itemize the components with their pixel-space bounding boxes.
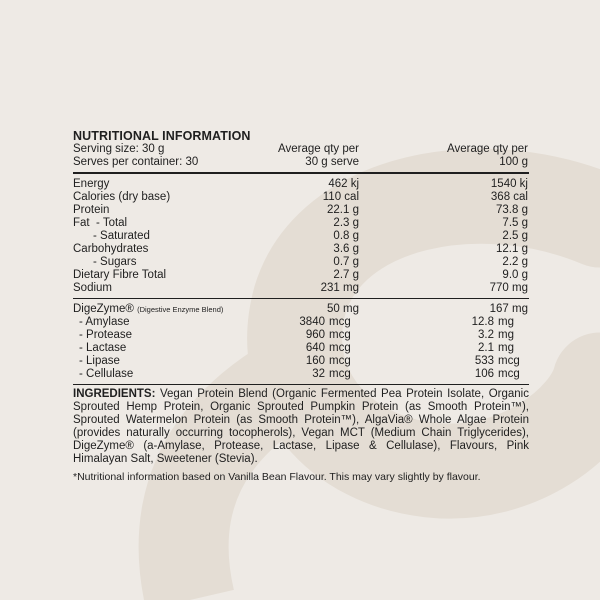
nutrient-per-serve: 2.7 g <box>333 269 359 281</box>
nutrient-row <box>73 204 529 217</box>
nutrient-row <box>73 282 529 295</box>
enzyme-100g-value: 2.1 <box>478 342 494 354</box>
nutrient-row <box>73 178 529 191</box>
enzyme-serve-value: 160 <box>305 355 325 367</box>
nutrient-per-serve: 462 kj <box>328 178 359 190</box>
enzyme-serve-value: 32 <box>312 368 325 380</box>
enzyme-label: - Lipase <box>79 355 120 367</box>
col1-header-line1: Average qty per <box>278 143 359 155</box>
enzyme-100g-unit: mg <box>498 316 514 328</box>
nutrient-per-100g: 2.2 g <box>502 256 528 268</box>
enzyme-label: - Lactase <box>79 342 127 354</box>
enzyme-100g-unit: mcg <box>498 368 520 380</box>
enzyme-row <box>73 368 529 381</box>
nutrient-per-100g: 1540 kj <box>490 178 528 190</box>
enzyme-per-100g <box>475 368 528 381</box>
serving-size: Serving size: 30 g <box>73 143 165 155</box>
nutrient-label: Protein <box>73 204 110 216</box>
enzyme-serve-unit: mcg <box>329 368 351 380</box>
nutrient-label: Fat - Total <box>73 217 128 229</box>
nutrient-per-100g: 9.0 g <box>502 269 528 281</box>
nutrient-per-100g: 73.8 g <box>496 204 528 216</box>
enzyme-per-serve-value: 50 mg <box>327 303 359 315</box>
nutrient-per-serve: 110 cal <box>322 191 359 203</box>
ingredients-paragraph <box>73 385 529 466</box>
enzyme-per-serve <box>306 329 359 342</box>
nutrient-per-serve: 231 mg <box>320 282 359 294</box>
enzyme-blend-label <box>73 303 223 316</box>
enzyme-header-row <box>73 303 529 316</box>
col2-header-line2: 100 g <box>499 156 528 168</box>
enzyme-serve-unit: mcg <box>329 329 351 341</box>
enzyme-per-100g <box>472 316 528 329</box>
enzyme-100g-value: 106 <box>474 368 494 380</box>
nutrient-row <box>73 256 529 269</box>
enzyme-per-100g <box>475 355 528 368</box>
nutrient-per-serve: 2.3 g <box>333 217 359 229</box>
enzyme-100g-value: 3.2 <box>478 329 494 341</box>
enzyme-list <box>73 299 529 381</box>
nutrient-per-100g: 368 cal <box>490 191 528 203</box>
enzyme-serve-value: 960 <box>305 329 325 341</box>
enzyme-serve-unit: mcg <box>329 342 351 354</box>
nutrient-list <box>73 174 529 295</box>
enzyme-row <box>73 342 529 355</box>
nutrient-row <box>73 217 529 230</box>
enzyme-per-100g <box>478 329 528 342</box>
nutrient-per-serve: 0.8 g <box>333 230 359 242</box>
enzyme-per-serve <box>312 368 359 381</box>
nutrition-panel <box>73 130 529 483</box>
enzyme-per-100g: 167 mg <box>489 303 528 315</box>
enzyme-100g-unit: mg <box>498 329 514 341</box>
ingredients-heading: INGREDIENTS: <box>73 388 156 400</box>
header-row-1 <box>73 143 529 156</box>
nutrient-row <box>73 243 529 256</box>
nutrient-label: - Sugars <box>93 256 137 268</box>
nutrient-label: Energy <box>73 178 110 190</box>
nutrient-label: - Saturated <box>93 230 150 242</box>
footnote: *Nutritional information based on Vanilla Bean Flavour. This may vary slightly by flavour. <box>73 471 481 483</box>
enzyme-serve-unit: mcg <box>329 355 351 367</box>
enzyme-label: - Protease <box>79 329 133 341</box>
header-row-2 <box>73 156 529 169</box>
servings-per-container: Serves per container: 30 <box>73 156 199 168</box>
enzyme-blend-name: DigeZyme® <box>73 303 134 315</box>
nutrient-row <box>73 230 529 243</box>
nutrient-per-serve: 22.1 g <box>327 204 359 216</box>
nutrient-row <box>73 269 529 282</box>
nutrient-per-100g: 12.1 g <box>496 243 528 255</box>
enzyme-100g-unit: mg <box>498 342 514 354</box>
nutrient-per-100g: 2.5 g <box>502 230 528 242</box>
enzyme-blend-note: (Digestive Enzyme Blend) <box>137 305 224 314</box>
enzyme-row <box>73 329 529 342</box>
nutrient-label: Sodium <box>73 282 112 294</box>
enzyme-100g-value: 12.8 <box>471 316 494 328</box>
enzyme-label: - Amylase <box>79 316 130 328</box>
enzyme-row <box>73 316 529 329</box>
nutrient-label: Calories (dry base) <box>73 191 171 203</box>
nutrient-label: Carbohydrates <box>73 243 149 255</box>
enzyme-per-serve <box>327 303 359 316</box>
enzyme-serve-unit: mcg <box>329 316 351 328</box>
nutrient-per-100g: 7.5 g <box>502 217 528 229</box>
nutrient-label: Dietary Fibre Total <box>73 269 167 281</box>
enzyme-per-serve <box>299 316 359 329</box>
enzyme-per-serve <box>306 342 359 355</box>
nutrient-per-100g: 770 mg <box>489 282 528 294</box>
nutrient-row <box>73 191 529 204</box>
enzyme-100g-value: 533 <box>474 355 494 367</box>
enzyme-per-serve <box>306 355 359 368</box>
ingredients-text: Vegan Protein Blend (Organic Fermented Pea Protein Isolate, Organic Sprouted Hemp Protein, Organic Sprouted Pumpkin Protein (as Smooth Protein™), Sprouted Watermelon Protein (as Smooth Protein™), AlgaVia® Whole Algae Protein (provides naturally occurring tocopherols), Vegan MCT (Medium Chain Triglycerides), DigeZyme® (a-Amylase, Protease, Lactase, Lipase & Cellulase), Flavours, Pink Himalayan Salt, Sweetener (Stevia). <box>73 388 529 465</box>
enzyme-serve-value: 640 <box>305 342 325 354</box>
enzyme-serve-value: 3840 <box>299 316 325 328</box>
nutrient-per-serve: 3.6 g <box>333 243 359 255</box>
col2-header-line1: Average qty per <box>447 143 528 155</box>
nutrient-per-serve: 0.7 g <box>333 256 359 268</box>
col1-header-line2: 30 g serve <box>305 156 359 168</box>
enzyme-row <box>73 355 529 368</box>
enzyme-label: - Cellulase <box>79 368 134 380</box>
enzyme-100g-unit: mcg <box>498 355 520 367</box>
panel-title: NUTRITIONAL INFORMATION <box>73 129 251 143</box>
enzyme-per-100g <box>478 342 528 355</box>
